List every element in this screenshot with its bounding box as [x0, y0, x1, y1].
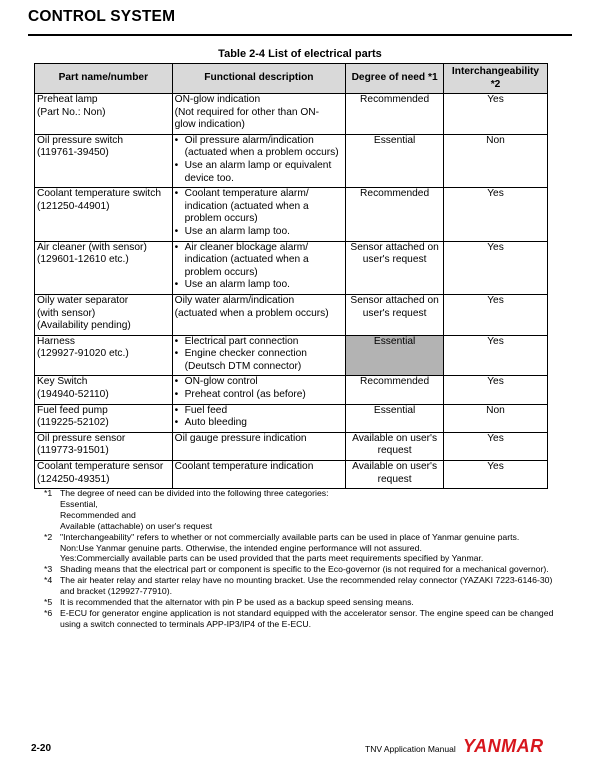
description-list [175, 336, 344, 374]
interchangeability-cell: Yes [444, 432, 548, 460]
page-number: 2-20 [31, 743, 52, 754]
part-cell [35, 461, 173, 489]
footnote-line: Recommended and [60, 509, 136, 520]
part-line: Air cleaner (with sensor) [37, 241, 147, 253]
part-line: (119225-52102) [37, 417, 109, 429]
table-row [35, 241, 548, 294]
part-line: (129927-91020 etc.) [37, 348, 129, 360]
interchangeability-cell: Non [444, 134, 548, 187]
part-line: Harness [37, 335, 75, 347]
description-cell [172, 376, 346, 404]
description-list [175, 135, 344, 185]
part-cell [35, 94, 173, 135]
footnote [44, 597, 554, 608]
footnote-line: E-ECU for generator engine application is not standard equipped with the accelerator sensor. The engine speed can be changed using a switch connected to terminals APP-IP3/IP4 of the E-ECU. [60, 607, 554, 629]
footnote [44, 564, 554, 575]
footnote [44, 608, 554, 630]
footnote [44, 488, 554, 532]
part-line: (Part No.: Non) [37, 106, 106, 118]
description-item: • Use an alarm lamp too. [175, 226, 344, 239]
part-line: Preheat lamp [37, 94, 98, 105]
part-line: (Availability pending) [37, 320, 131, 332]
footnote-line: Yes:Commercially available parts can be used provided that the parts meet requirements specified by Yanmar. [60, 553, 484, 564]
description-item: • ON-glow control [175, 376, 344, 389]
description-item: • Electrical part connection [175, 336, 344, 349]
description-cell [172, 94, 346, 135]
description-item: • Use an alarm lamp or equivalent device too. [175, 160, 344, 185]
description-line: Oily water alarm/indication [174, 294, 295, 306]
header-interchangeability: Interchangeability *2 [444, 64, 548, 94]
footnote-marker: *6 [44, 607, 53, 618]
interchangeability-cell: Yes [444, 335, 548, 376]
table-row [35, 335, 548, 376]
part-cell [35, 404, 173, 432]
description-cell [172, 188, 346, 241]
degree-of-need-cell: Essential [346, 404, 444, 432]
degree-of-need-cell: Essential [346, 134, 444, 187]
part-line: (121250-44901) [37, 200, 110, 212]
degree-of-need-cell: Essential [346, 335, 444, 376]
page-header [28, 8, 572, 26]
part-cell [35, 335, 173, 376]
part-line: Coolant temperature switch [37, 188, 162, 200]
description-line: ON-glow indication [174, 94, 261, 105]
footnote-line: "Interchangeability" refers to whether or not commercially available parts can be used in place of Yanmar genuine parts. [60, 531, 520, 542]
table-row [35, 432, 548, 460]
footnote-line: The degree of need can be divided into the following three categories: [60, 488, 329, 498]
description-cell [172, 432, 346, 460]
section-title: CONTROL SYSTEM [28, 8, 176, 25]
footnote-marker: *2 [44, 531, 53, 542]
manual-name: TNV Application Manual [365, 744, 456, 754]
description-cell [172, 294, 346, 335]
part-cell [35, 241, 173, 294]
part-cell [35, 432, 173, 460]
footnote-line: Shading means that the electrical part or component is specific to the Eco-governor (is not required for a mechanical governor). [60, 564, 549, 575]
part-cell [35, 294, 173, 335]
description-list [175, 242, 344, 292]
degree-of-need-cell: Available on user's request [346, 461, 444, 489]
interchangeability-cell: Yes [444, 241, 548, 294]
description-line: Coolant temperature indication [174, 461, 314, 473]
table-row [35, 461, 548, 489]
description-item: • Engine checker connection (Deutsch DTM connector) [175, 348, 344, 373]
footnote-line: Non:Use Yanmar genuine parts. Otherwise, the intended engine performance will not assured. [60, 542, 422, 553]
footnote [44, 532, 554, 565]
description-item: • Preheat control (as before) [175, 389, 344, 402]
degree-of-need-cell: Available on user's request [346, 432, 444, 460]
description-cell [172, 134, 346, 187]
interchangeability-cell: Non [444, 404, 548, 432]
description-item: • Use an alarm lamp too. [175, 279, 344, 292]
interchangeability-cell: Yes [444, 461, 548, 489]
part-line: (124250-49351) [37, 473, 110, 485]
interchangeability-cell: Yes [444, 376, 548, 404]
degree-of-need-cell: Sensor attached on user's request [346, 241, 444, 294]
table-row [35, 94, 548, 135]
footnote-marker: *5 [44, 597, 53, 608]
part-line: (119773-91501) [37, 445, 109, 457]
header-rule [28, 34, 572, 36]
electrical-parts-table [34, 63, 548, 489]
footnote-marker: *3 [44, 564, 53, 575]
yanmar-logo: YANMAR [463, 736, 544, 756]
description-line: glow indication) [174, 119, 245, 131]
description-list [175, 188, 344, 238]
table-header-row [35, 64, 548, 94]
part-line: Coolant temperature sensor [37, 461, 164, 473]
description-line: (Not required for other than ON- [174, 106, 320, 118]
description-item: • Coolant temperature alarm/ indication (actuated when a problem occurs) [175, 188, 344, 226]
degree-of-need-cell: Sensor attached on user's request [346, 294, 444, 335]
part-cell [35, 188, 173, 241]
part-line: Oil pressure switch [37, 134, 124, 146]
part-line: (119761-39450) [37, 147, 109, 159]
degree-of-need-cell: Recommended [346, 94, 444, 135]
header-description: Functional description [172, 64, 346, 94]
description-item: • Auto bleeding [175, 417, 344, 430]
part-line: Oil pressure sensor [37, 432, 126, 444]
part-line: Key Switch [37, 376, 88, 388]
table-row [35, 134, 548, 187]
header-degree-of-need: Degree of need *1 [346, 64, 444, 94]
table-row [35, 404, 548, 432]
table-row [35, 376, 548, 404]
table-body [35, 94, 548, 489]
footnote-marker: *4 [44, 575, 53, 586]
footnote-line: The air heater relay and starter relay have no mounting bracket. Use the recommended relay connector (YAZAKI 7223-6146-30) and bracket (129927-77910). [60, 575, 553, 597]
description-list [175, 376, 344, 401]
footnote-line: Essential, [60, 498, 98, 509]
part-line: (194940-52110) [37, 389, 109, 401]
description-line: (actuated when a problem occurs) [174, 307, 329, 319]
description-list [175, 405, 344, 430]
interchangeability-cell: Yes [444, 294, 548, 335]
footnote [44, 575, 554, 597]
table-row [35, 188, 548, 241]
description-cell [172, 461, 346, 489]
footnote-marker: *1 [44, 488, 53, 498]
table-title: Table 2-4 List of electrical parts [218, 48, 382, 60]
footnote-line: It is recommended that the alternator with pin P be used as a backup speed sensing means. [60, 597, 414, 608]
footnotes [44, 488, 554, 630]
description-item: • Air cleaner blockage alarm/ indication (actuated when a problem occurs) [175, 242, 344, 280]
footnote-line: Available (attachable) on user's request [60, 520, 213, 531]
interchangeability-cell: Yes [444, 188, 548, 241]
description-item: • Oil pressure alarm/indication (actuated when a problem occurs) [175, 135, 344, 160]
description-cell [172, 241, 346, 294]
part-cell [35, 376, 173, 404]
description-line: Oil gauge pressure indication [174, 432, 307, 444]
part-line: (129601-12610 etc.) [37, 254, 129, 266]
header-part: Part name/number [35, 64, 173, 94]
description-item: • Fuel feed [175, 405, 344, 418]
interchangeability-cell: Yes [444, 94, 548, 135]
degree-of-need-cell: Recommended [346, 188, 444, 241]
table-row [35, 294, 548, 335]
description-cell [172, 404, 346, 432]
part-line: Fuel feed pump [37, 404, 108, 416]
part-cell [35, 134, 173, 187]
degree-of-need-cell: Recommended [346, 376, 444, 404]
part-line: (with sensor) [37, 307, 96, 319]
part-line: Oily water separator [37, 294, 129, 306]
description-cell [172, 335, 346, 376]
